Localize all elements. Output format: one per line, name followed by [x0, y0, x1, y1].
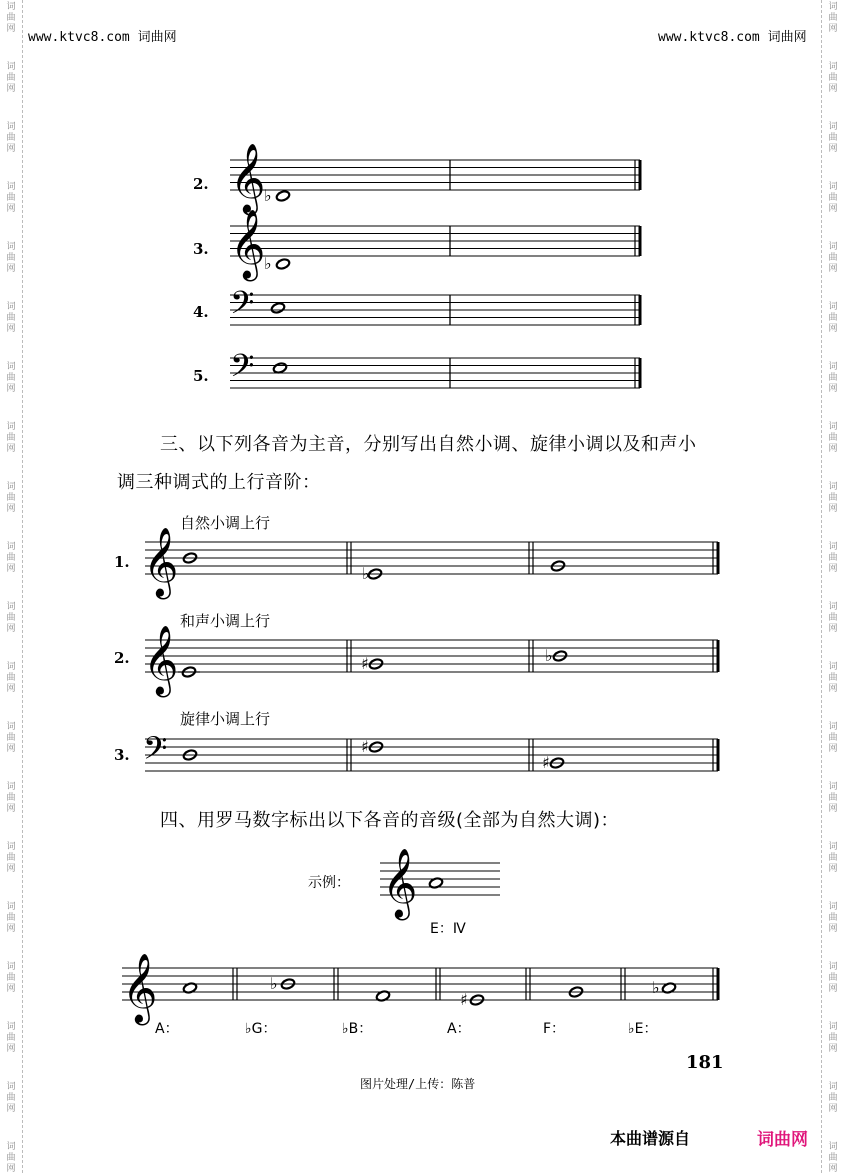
- side-watermark-word: 词 曲 网: [6, 182, 16, 214]
- minor-scale-staff-1-accidental-2: ♭: [362, 564, 370, 583]
- side-watermark-word: 词 曲 网: [828, 122, 838, 154]
- side-watermark-word: 词 曲 网: [828, 1142, 838, 1174]
- side-watermark-word: 词 曲 网: [6, 662, 16, 694]
- header-left-url[interactable]: www.ktvc8.com: [28, 30, 130, 45]
- staff-4-number: 4.: [193, 303, 209, 321]
- harmonic-minor-label: 和声小调上行: [180, 612, 271, 630]
- minor-scale-staff-3-clef: 𝄢: [143, 730, 168, 774]
- footer-source-label: 本曲谱源自: [610, 1129, 691, 1148]
- minor-scale-staff-2-accidental-2: ♯: [361, 654, 369, 673]
- exercise-staff-4-clef: 𝄢: [230, 284, 255, 329]
- header-right-url[interactable]: www.ktvc8.com: [658, 30, 760, 45]
- side-watermark-word: 词 曲 网: [828, 782, 838, 814]
- key-label-5: F：: [543, 1021, 566, 1037]
- side-watermark-word: 词 曲 网: [6, 242, 16, 274]
- key-label-4: A：: [447, 1021, 471, 1037]
- key-staff-accidental-6: ♭: [652, 978, 660, 997]
- staff-2-number: 2.: [193, 175, 209, 193]
- side-watermark-word: 词 曲 网: [6, 122, 16, 154]
- side-watermark-word: 词 曲 网: [828, 1022, 838, 1054]
- exercise-staff-3-clef: 𝄞: [230, 209, 266, 279]
- side-watermark-word: 词 曲 网: [828, 362, 838, 394]
- side-watermark-word: 词 曲 网: [6, 902, 16, 934]
- section-three-heading-line1: 三、以下列各音为主音，分别写出自然小调、旋律小调以及和声小: [160, 434, 697, 455]
- side-watermark-word: 词 曲 网: [828, 722, 838, 754]
- side-watermark-word: 词 曲 网: [6, 482, 16, 514]
- key-label-3: ♭B：: [342, 1021, 373, 1037]
- natural-minor-label: 自然小调上行: [180, 514, 271, 532]
- staff-3-number: 3.: [193, 240, 209, 258]
- side-watermark-word: 词 曲 网: [828, 842, 838, 874]
- minor-scale-staff-3-accidental-2: ♯: [361, 737, 369, 756]
- side-watermark-word: 词 曲 网: [6, 302, 16, 334]
- staff-5-number: 5.: [193, 367, 209, 385]
- row-2-number: 2.: [114, 649, 130, 667]
- minor-scale-staff-2-accidental-3: ♭: [545, 646, 553, 665]
- example-staff-clef: 𝄞: [382, 848, 418, 918]
- page-number: 181: [686, 1052, 724, 1073]
- key-label-2: ♭G：: [245, 1021, 277, 1037]
- header-right-site: 词曲网: [767, 30, 807, 45]
- exercise-staff-2-note: [275, 190, 290, 202]
- side-watermark-word: 词 曲 网: [6, 422, 16, 454]
- side-watermark-word: 词 曲 网: [828, 182, 838, 214]
- side-watermark-word: 词 曲 网: [6, 2, 16, 34]
- key-staff-accidental-4: ♯: [460, 990, 468, 1009]
- side-watermark-word: 词 曲 网: [6, 542, 16, 574]
- side-watermark-word: 词 曲 网: [6, 782, 16, 814]
- side-watermark-word: 词 曲 网: [6, 62, 16, 94]
- side-watermark-word: 词 曲 网: [828, 1082, 838, 1114]
- side-watermark-word: 词 曲 网: [6, 1022, 16, 1054]
- minor-scale-staff-1-clef: 𝄞: [143, 527, 179, 597]
- key-staff-clef: 𝄞: [122, 953, 158, 1023]
- side-watermark-word: 词 曲 网: [828, 62, 838, 94]
- side-watermark-word: 词 曲 网: [828, 962, 838, 994]
- side-watermark-word: 词 曲 网: [828, 602, 838, 634]
- header-left-site: 词曲网: [137, 30, 177, 45]
- side-watermark-word: 词 曲 网: [828, 2, 838, 34]
- exercise-staff-3-flat: ♭: [264, 254, 272, 273]
- exercise-staff-2-clef: 𝄞: [230, 143, 266, 213]
- row-1-number: 1.: [114, 553, 130, 571]
- side-watermark-word: 词 曲 网: [6, 962, 16, 994]
- example-label: 示例：: [308, 875, 350, 891]
- side-watermark-word: 词 曲 网: [828, 482, 838, 514]
- exercise-staff-5-note: [272, 362, 287, 374]
- side-watermark-word: 词 曲 网: [6, 1142, 16, 1174]
- melodic-minor-label: 旋律小调上行: [180, 710, 271, 728]
- exercise-staff-5-clef: 𝄢: [230, 347, 255, 392]
- section-four-heading: 四、用罗马数字标出以下各音的音级(全部为自然大调)：: [160, 810, 620, 831]
- side-watermark-word: 词 曲 网: [828, 302, 838, 334]
- side-watermark-word: 词 曲 网: [6, 722, 16, 754]
- side-watermark-word: 词 曲 网: [828, 662, 838, 694]
- example-answer: E：Ⅳ: [430, 921, 466, 937]
- side-watermark-word: 词 曲 网: [828, 422, 838, 454]
- side-watermark-word: 词 曲 网: [6, 842, 16, 874]
- side-watermark-word: 词 曲 网: [6, 362, 16, 394]
- exercise-staff-4-note: [270, 302, 285, 314]
- minor-scale-staff-2-clef: 𝄞: [143, 625, 179, 695]
- side-watermark-word: 词 曲 网: [6, 1082, 16, 1114]
- key-label-1: A：: [155, 1021, 179, 1037]
- side-watermark-word: 词 曲 网: [828, 542, 838, 574]
- side-watermark-word: 词 曲 网: [6, 602, 16, 634]
- exercise-staff-3-note: [275, 258, 290, 270]
- footer-brand[interactable]: 词曲网: [757, 1130, 808, 1150]
- key-label-6: ♭E：: [628, 1021, 658, 1037]
- minor-scale-staff-3-accidental-3: ♯: [542, 753, 550, 772]
- side-watermark-word: 词 曲 网: [828, 242, 838, 274]
- row-3-number: 3.: [114, 746, 130, 764]
- upload-credit: 图片处理/上传：陈普: [360, 1077, 476, 1091]
- key-staff-accidental-2: ♭: [270, 974, 278, 993]
- side-watermark-word: 词 曲 网: [828, 902, 838, 934]
- exercise-staff-2-flat: ♭: [264, 186, 272, 205]
- section-three-heading-line2: 调三种调式的上行音阶：: [117, 472, 321, 493]
